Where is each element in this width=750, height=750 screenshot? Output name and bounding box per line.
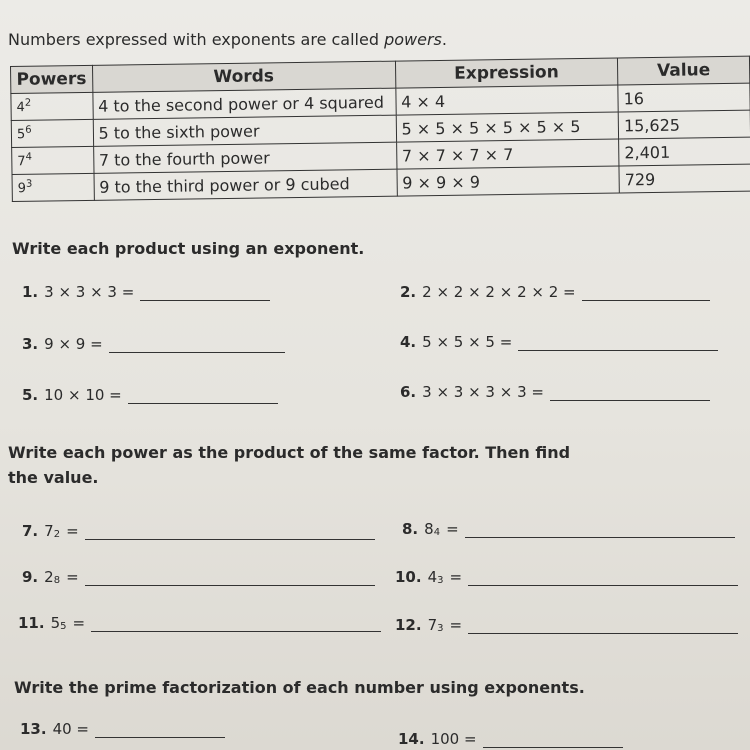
problem-text: 9 × 9 = [44, 335, 103, 353]
problem-number: 14. [398, 730, 425, 748]
power-cell [11, 119, 93, 147]
answer-blank[interactable] [518, 338, 718, 351]
power-base: 9 [17, 181, 27, 197]
problem-13 [20, 720, 225, 738]
problem-text: 40 = [52, 720, 90, 738]
words-cell: 5 to the sixth power [93, 115, 396, 146]
power-exponent: 2 [24, 98, 32, 110]
problem-text: 3 × 3 × 3 = [44, 283, 135, 301]
problem-number: 4. [400, 333, 417, 351]
problem-number: 13. [20, 720, 47, 738]
answer-blank[interactable] [582, 288, 710, 301]
problem-number: 5. [22, 386, 39, 404]
section2-heading-line1: Write each power as the product of the same factor. Then find [8, 443, 571, 462]
power-cell [12, 146, 94, 174]
problem-2 [400, 283, 710, 301]
problem-11 [18, 614, 381, 632]
problem-text: 2 × 2 × 2 × 2 × 2 = [422, 283, 576, 301]
problem-6 [400, 383, 710, 401]
value-cell: 729 [619, 164, 750, 193]
value-cell: 16 [618, 83, 750, 112]
words-cell: 7 to the fourth power [93, 142, 396, 173]
problem-1 [22, 283, 270, 301]
power-exponent: 8 [53, 575, 61, 586]
problem-text: 3 × 3 × 3 × 3 = [422, 383, 544, 401]
intro-main: Numbers expressed with exponents are called [8, 30, 385, 49]
problem-12 [395, 616, 738, 634]
answer-blank[interactable] [468, 573, 738, 586]
answer-blank[interactable] [85, 573, 375, 586]
problem-number: 7. [22, 522, 39, 540]
problem-4 [400, 333, 718, 351]
power-base: 4 [16, 100, 25, 116]
powers-table [10, 56, 750, 202]
header-words: Words [92, 61, 395, 92]
answer-blank[interactable] [85, 527, 375, 540]
intro-text [8, 30, 447, 49]
problem-number: 10. [395, 568, 422, 586]
answer-blank[interactable] [468, 621, 738, 634]
section1-heading: Write each product using an exponent. [12, 239, 365, 258]
equals-sign: = [449, 616, 463, 634]
answer-blank[interactable] [128, 391, 278, 404]
power-base: 4 [427, 568, 438, 586]
equals-sign: = [449, 568, 463, 586]
power-exponent: 3 [25, 179, 33, 191]
expression-cell: 9 × 9 × 9 [397, 166, 620, 196]
problem-7 [22, 522, 375, 540]
problem-14 [398, 730, 623, 748]
power-base: 7 [44, 522, 54, 540]
problem-number: 12. [395, 616, 422, 634]
problem-text: 10 × 10 = [44, 386, 122, 404]
section3-heading: Write the prime factorization of each number using exponents. [14, 678, 585, 697]
section2-heading [8, 440, 608, 490]
power-base: 7 [427, 616, 438, 634]
power-base: 8 [424, 520, 434, 538]
value-cell: 15,625 [618, 110, 750, 139]
power-exponent: 4 [25, 152, 33, 164]
power-base: 5 [50, 614, 61, 632]
header-value: Value [618, 56, 750, 85]
problem-number: 9. [22, 568, 39, 586]
problem-number: 8. [402, 520, 419, 538]
problem-9 [22, 568, 375, 586]
section2-heading-line2: the value. [8, 468, 99, 487]
power-base: 2 [44, 568, 54, 586]
power-exponent: 4 [433, 527, 441, 538]
power-exponent: 5 [60, 621, 67, 632]
problem-text: 100 = [430, 730, 477, 748]
equals-sign: = [66, 522, 79, 540]
value-cell: 2,401 [619, 137, 750, 166]
problem-number: 6. [400, 383, 417, 401]
power-exponent: 6 [25, 125, 32, 137]
answer-blank[interactable] [91, 619, 381, 632]
equals-sign: = [66, 568, 79, 586]
problem-8 [402, 520, 735, 538]
header-powers: Powers [11, 65, 93, 93]
expression-cell: 7 × 7 × 7 × 7 [396, 139, 619, 169]
problem-5 [22, 386, 278, 404]
power-base: 5 [16, 127, 26, 143]
power-cell [11, 92, 93, 120]
answer-blank[interactable] [550, 388, 710, 401]
power-cell [12, 173, 94, 201]
power-exponent: 3 [437, 623, 444, 634]
power-base: 7 [17, 154, 26, 170]
words-cell: 4 to the second power or 4 squared [92, 88, 395, 119]
answer-blank[interactable] [140, 288, 270, 301]
power-exponent: 3 [437, 575, 444, 586]
equals-sign: = [72, 614, 86, 632]
equals-sign: = [446, 520, 459, 538]
answer-blank[interactable] [483, 735, 623, 748]
problem-number: 2. [400, 283, 417, 301]
intro-period: . [441, 30, 447, 49]
header-expression: Expression [395, 58, 618, 88]
problem-10 [395, 568, 738, 586]
intro-italic-word: powers [384, 30, 442, 49]
answer-blank[interactable] [465, 525, 735, 538]
problem-number: 3. [22, 335, 39, 353]
problem-number: 11. [18, 614, 45, 632]
expression-cell: 4 × 4 [395, 85, 618, 115]
problem-3 [22, 335, 285, 353]
expression-cell: 5 × 5 × 5 × 5 × 5 × 5 [396, 112, 619, 142]
answer-blank[interactable] [109, 340, 285, 353]
words-cell: 9 to the third power or 9 cubed [94, 169, 397, 200]
answer-blank[interactable] [95, 725, 225, 738]
problem-text: 5 × 5 × 5 = [422, 333, 513, 351]
power-exponent: 2 [53, 529, 61, 540]
problem-number: 1. [22, 283, 39, 301]
